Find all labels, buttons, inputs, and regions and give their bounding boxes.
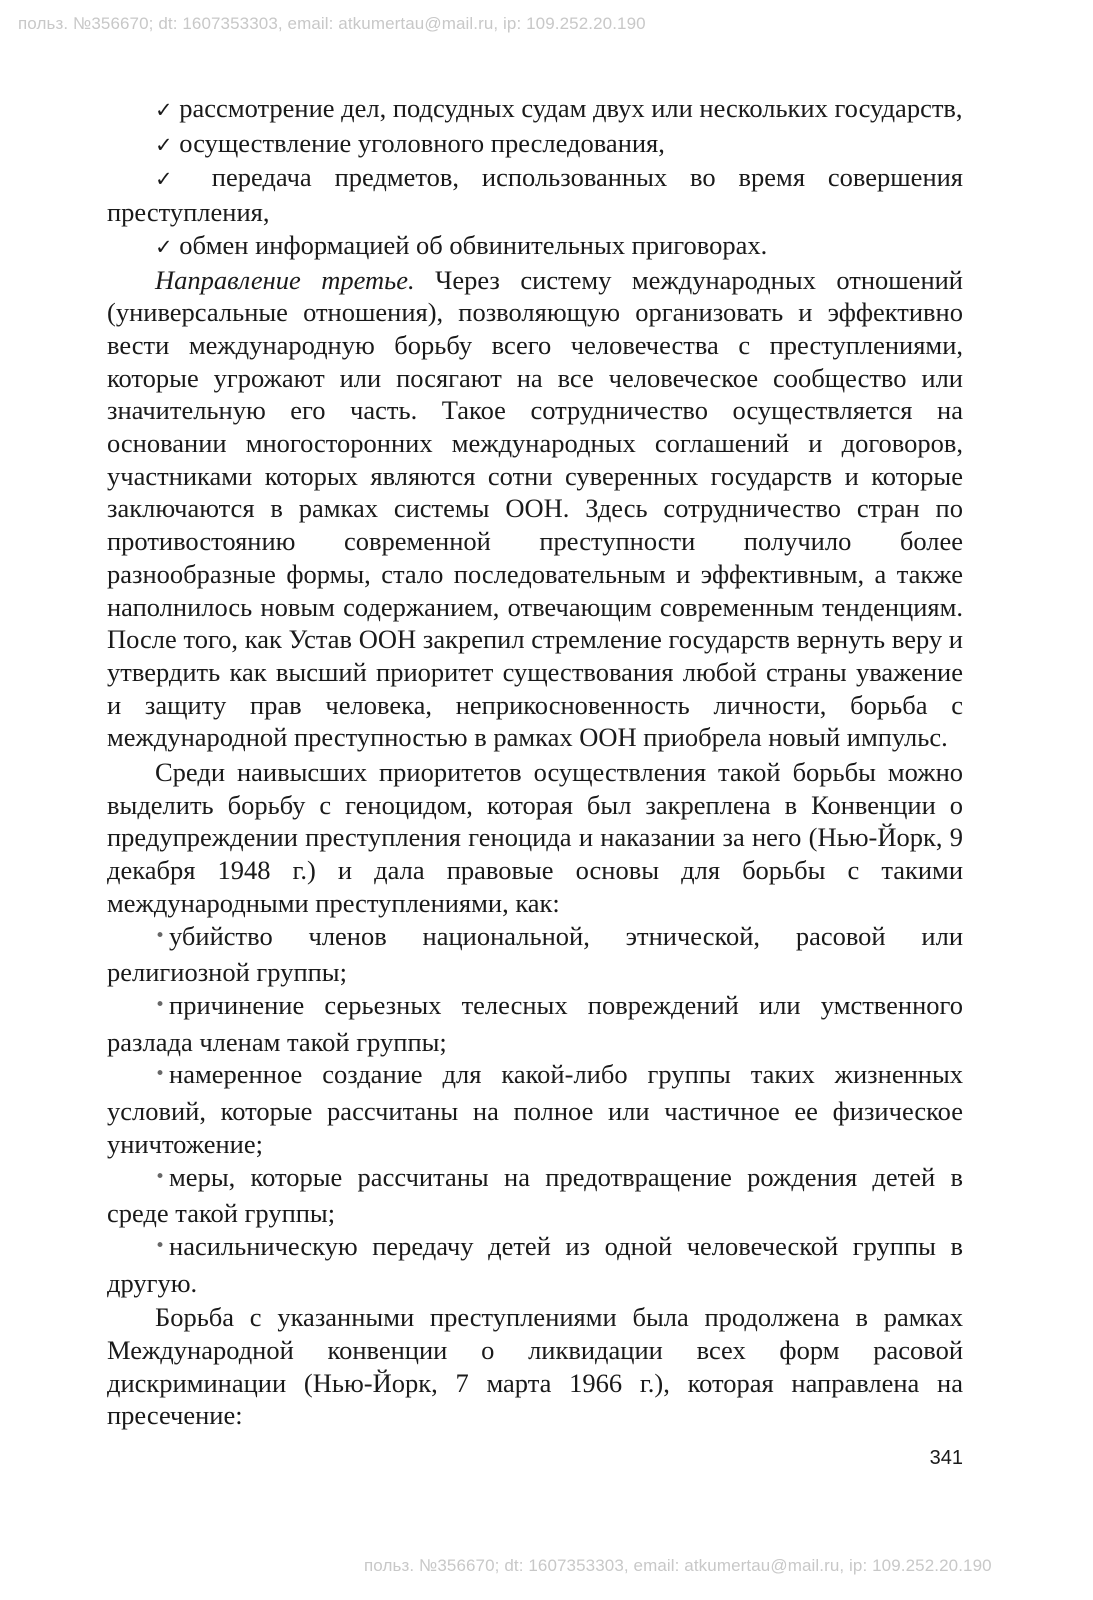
paragraph-third-direction	[107, 264, 963, 755]
page-number: 341	[929, 1447, 963, 1469]
list-item	[107, 1058, 963, 1160]
watermark-bottom: польз. №356670; dt: 1607353303, email: atkumertau@mail.ru, ip: 109.252.20.190	[364, 1556, 992, 1575]
list-item	[107, 1230, 963, 1299]
paragraph-priorities: Среди наивысших приоритетов осуществления такой борьбы можно выделить борьбу с геноцидом, которая был закреплена в Конвенции о предупреждении преступления геноцида и наказании за него (Нью-Йорк, 9 декабря 1948 г.) и дала правовые основы для борьбы с такими международными преступлениями, как:	[107, 757, 963, 918]
bullet-icon: •	[155, 1166, 166, 1187]
paragraph-text: Через систему международных отношений (универсальные отношения), позволяющую организовать и эффективно вести международную борьбу всего человечества с преступлениями, которые угрожают или посягают на все человеческое сообщество или значительную его часть. Такое сотрудничество осуществляется на основании многосторонних международных соглашений и договоров, участниками которых являются сотни суверенных государств и которые заключаются в рамках системы ООН. Здесь сотрудничество стран по противостоянию современной преступности получило более разнообразные формы, стало последовательным и эффективным, а также наполнилось новым содержанием, отвечающим современным тенденциям. После того, как Устав ООН закрепил стремление государств вернуть веру и утвердить как высший приоритет существования любой страны уважение и защиту прав человека, неприкосновенность личности, борьба с международной преступностью в рамках ООН приобрела новый импульс.	[107, 264, 963, 753]
list-item	[107, 1161, 963, 1230]
list-item	[107, 920, 963, 989]
bullet-icon: •	[155, 925, 166, 946]
checklist-item: ✓ обмен информацией об обвинительных приговорах.	[107, 229, 963, 264]
checklist-item: ✓ рассмотрение дел, подсудных судам двух или нескольких государств,	[107, 92, 963, 127]
bullet-icon: •	[155, 1235, 166, 1256]
list-item-text: убийство членов национальной, этнической, расовой или религиозной группы;	[107, 920, 963, 988]
paragraph-lead: Направление третье.	[155, 264, 415, 295]
list-item-text: насильническую передачу детей из одной человеческой группы в другую.	[107, 1230, 963, 1298]
checklist-item: ✓ передача предметов, использованных во время совершения преступления,	[107, 161, 963, 228]
list-item-text: намеренное создание для какой-либо группы таких жизненных условий, которые рассчитаны на полное или частичное ее физическое уничтожение;	[107, 1059, 963, 1159]
watermark-top: польз. №356670; dt: 1607353303, email: atkumertau@mail.ru, ip: 109.252.20.190	[18, 14, 646, 33]
list-item	[107, 989, 963, 1058]
bullet-icon: •	[155, 1064, 166, 1085]
checklist-item: ✓ осуществление уголовного преследования,	[107, 127, 963, 162]
list-item-text: причинение серьезных телесных повреждений или умственного разлада членам такой группы;	[107, 989, 963, 1057]
bullet-icon: •	[155, 994, 166, 1015]
list-item-text: меры, которые рассчитаны на предотвращение рождения детей в среде такой группы;	[107, 1161, 963, 1229]
paragraph-convention: Борьба с указанными преступлениями была продолжена в рамках Международной конвенции о ликвидации всех форм расовой дискриминации (Нью-Йорк, 7 марта 1966 г.), которая направлена на пресечение:	[107, 1302, 963, 1431]
page-body	[107, 92, 963, 1432]
